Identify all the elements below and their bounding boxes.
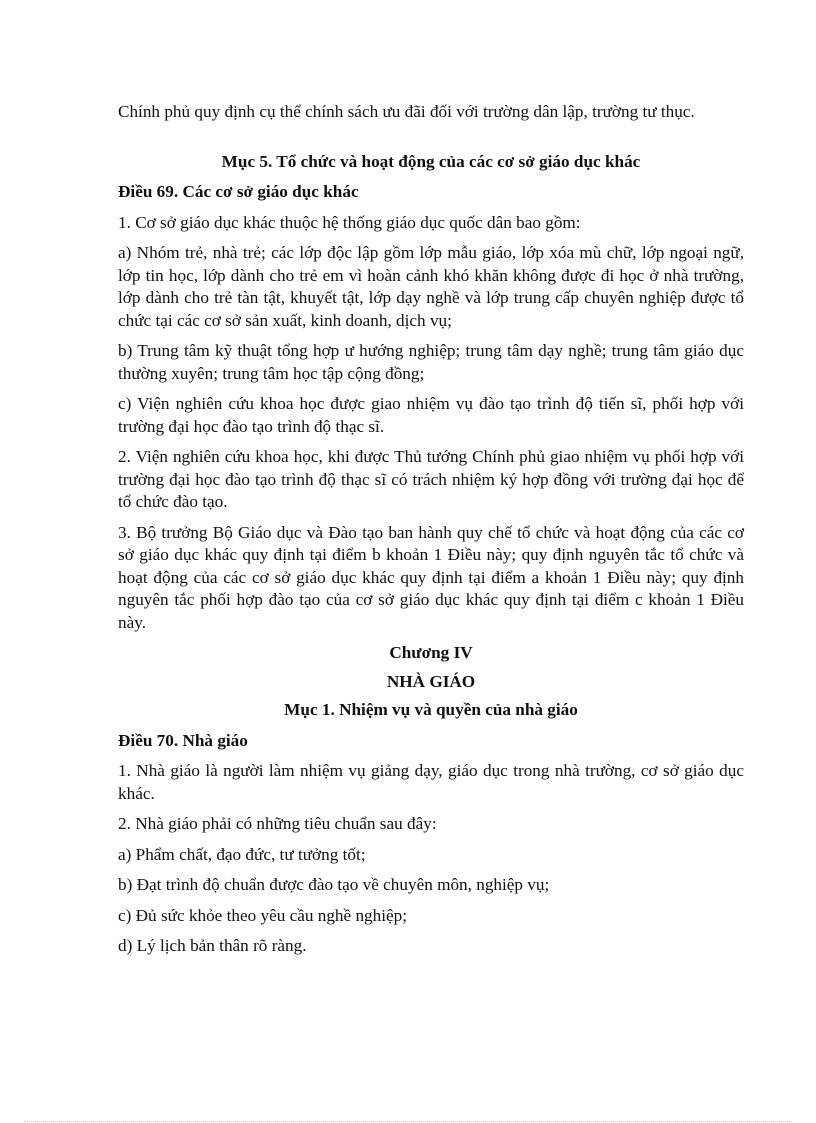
article-69-clause-3: 3. Bộ trưởng Bộ Giáo dục và Đào tạo ban hành quy chế tổ chức và hoạt động của các cơ sở giáo dục khác quy định tại điểm b khoản 1 Điều này; quy định nguyên tắc tổ chức và hoạt động của các cơ sở giáo dục khác quy định tại điểm a khoản 1 Điều này; quy định nguyên tắc phối hợp đào tạo của cơ sở giáo dục khác quy định tại điểm c khoản 1 Điều này.: [118, 522, 744, 632]
document-body: [118, 101, 744, 966]
article-69-clause-2: 2. Viện nghiên cứu khoa học, khi được Thủ tướng Chính phủ giao nhiệm vụ phối hợp với trường đại học đào tạo trình độ thạc sĩ có trách nhiệm ký hợp đồng với trường đại học để tổ chức đào tạo.: [118, 447, 744, 511]
article-69-heading: Điều 69. Các cơ sở giáo dục khác: [118, 182, 359, 201]
article-70-heading: Điều 70. Nhà giáo: [118, 730, 248, 750]
article-70-clause-2c: c) Đủ sức khỏe theo yêu cầu nghề nghiệp;: [118, 905, 407, 925]
article-69-clause-1b: b) Trung tâm kỹ thuật tổng hợp ư hướng nghiệp; trung tâm dạy nghề; trung tâm giáo dục thường xuyên; trung tâm học tập cộng đồng;: [118, 341, 744, 383]
article-69-clause-1c: c) Viện nghiên cứu khoa học được giao nhiệm vụ đào tạo trình độ tiến sĩ, phối hợp với trường đại học đào tạo trình độ thạc sĩ.: [118, 394, 744, 436]
chapter-heading: Chương IV: [389, 643, 473, 662]
article-70-clause-2: 2. Nhà giáo phải có những tiêu chuẩn sau đây:: [118, 814, 437, 833]
section-1-heading: Mục 1. Nhiệm vụ và quyền của nhà giáo: [284, 700, 578, 719]
article-70-clause-2a: a) Phẩm chất, đạo đức, tư tưởng tốt;: [118, 844, 366, 864]
section-5-heading: Mục 5. Tổ chức và hoạt động của các cơ sở giáo dục khác: [221, 151, 641, 171]
article-69-clause-1a: a) Nhóm trẻ, nhà trẻ; các lớp độc lập gồm lớp mẫu giáo, lớp xóa mù chữ, lớp ngoại ngữ, lớp tin học, lớp dành cho trẻ em vì hoàn cảnh khó khăn không được đi học ở nhà trường, lớp dành cho trẻ tàn tật, khuyết tật, lớp dạy nghề và lớp trung cấp chuyên nghiệp được tổ chức tại các cơ sở sản xuất, kinh doanh, dịch vụ;: [118, 243, 744, 330]
article-70-clause-2d: d) Lý lịch bản thân rõ ràng.: [118, 936, 307, 955]
article-70-clause-2b: b) Đạt trình độ chuẩn được đào tạo về chuyên môn, nghiệp vụ;: [118, 875, 550, 894]
chapter-title: NHÀ GIÁO: [386, 671, 476, 691]
article-70-clause-1: 1. Nhà giáo là người làm nhiệm vụ giảng dạy, giáo dục trong nhà trường, cơ sở giáo dục khác.: [118, 761, 744, 803]
paragraph-private-school-policy: Chính phủ quy định cụ thể chính sách ưu đãi đối với trường dân lập, trường tư thục.: [118, 102, 695, 121]
article-69-clause-1: 1. Cơ sở giáo dục khác thuộc hệ thống giáo dục quốc dân bao gồm:: [118, 212, 581, 232]
page-bottom-divider: [24, 1121, 792, 1122]
